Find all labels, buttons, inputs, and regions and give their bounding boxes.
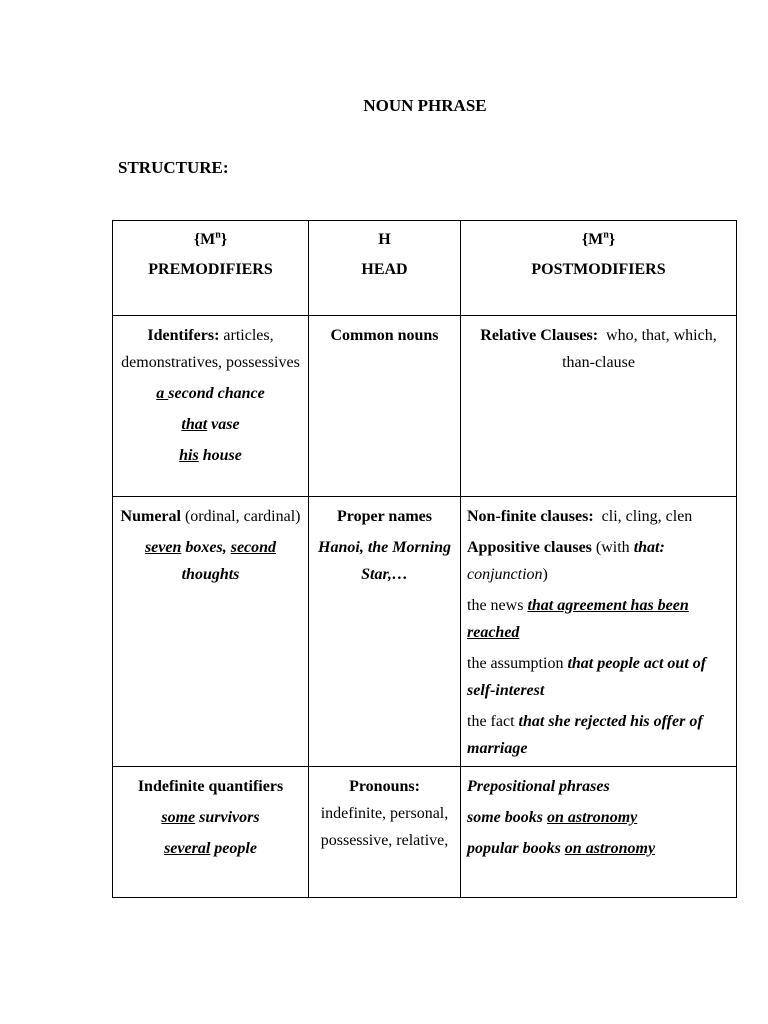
example-seven-boxes: seven boxes, second thoughts [144, 539, 277, 583]
non-finite-clauses: Non-finite clauses: cli, cling, clen [467, 508, 693, 525]
postmodifier-symbol: $\{M^n\}$ [581, 229, 616, 248]
noun-phrase-table [112, 220, 737, 898]
common-nouns-label: Common nouns [330, 327, 439, 344]
example-that-vase: that vase [181, 416, 240, 433]
pronouns-types: indefinite, personal, possessive, relative, [320, 805, 449, 849]
premodifiers-header-cell [113, 221, 309, 316]
example-the-news: the news that agreement has been reached [467, 597, 689, 641]
numeral-description: Numeral (ordinal, cardinal) [120, 508, 301, 525]
identifiers-cell [113, 316, 309, 497]
appositive-clauses: Appositive clauses (with that: conjunction) [467, 539, 665, 583]
proper-names-label: Proper names [337, 508, 432, 525]
example-several-people: several people [164, 840, 257, 857]
example-the-fact: the fact that she rejected his offer of marriage [467, 713, 703, 757]
identifiers-description: Identifers: articles, demonstratives, possessives [121, 327, 300, 371]
premodifiers-label: PREMODIFIERS [148, 261, 273, 278]
example-a-second-chance: a second chance [156, 385, 265, 402]
indefinite-quantifiers-cell [113, 767, 309, 898]
example-some-survivors: some survivors [161, 809, 260, 826]
table-row [113, 316, 737, 497]
example-popular-books: popular books on astronomy [467, 840, 656, 857]
proper-names-cell [309, 497, 461, 767]
example-the-assumption: the assumption that people act out of self-interest [467, 655, 707, 699]
head-symbol: H [378, 231, 391, 248]
table-header-row [113, 221, 737, 316]
numeral-cell [113, 497, 309, 767]
example-some-books: some books on astronomy [467, 809, 638, 826]
head-label: HEAD [361, 261, 408, 278]
relative-clauses-text: who, that, which, than-clause [562, 327, 721, 371]
example-his-house: his house [179, 447, 242, 464]
relative-clauses-label: Relative Clauses: [480, 327, 599, 344]
document-title: NOUN PHRASE [363, 96, 487, 115]
table-row [113, 497, 737, 767]
postmodifiers-label: POSTMODIFIERS [531, 261, 666, 278]
table-row [113, 767, 737, 898]
premodifier-symbol: $\{M^n\}$ [193, 229, 228, 248]
structure-heading: STRUCTURE: [118, 158, 229, 177]
head-header-cell [309, 221, 461, 316]
prepositional-phrases-label: Prepositional phrases [467, 778, 610, 795]
clauses-cell [461, 497, 737, 767]
pronouns-cell [309, 767, 461, 898]
prepositional-phrases-cell [461, 767, 737, 898]
common-nouns-cell [309, 316, 461, 497]
proper-names-example: Hanoi, the Morning Star,… [318, 539, 451, 583]
indefinite-quantifiers-label: Indefinite quantifiers [137, 778, 284, 795]
pronouns-label: Pronouns: [349, 778, 420, 795]
relative-clauses-cell [461, 316, 737, 497]
postmodifiers-header-cell [461, 221, 737, 316]
